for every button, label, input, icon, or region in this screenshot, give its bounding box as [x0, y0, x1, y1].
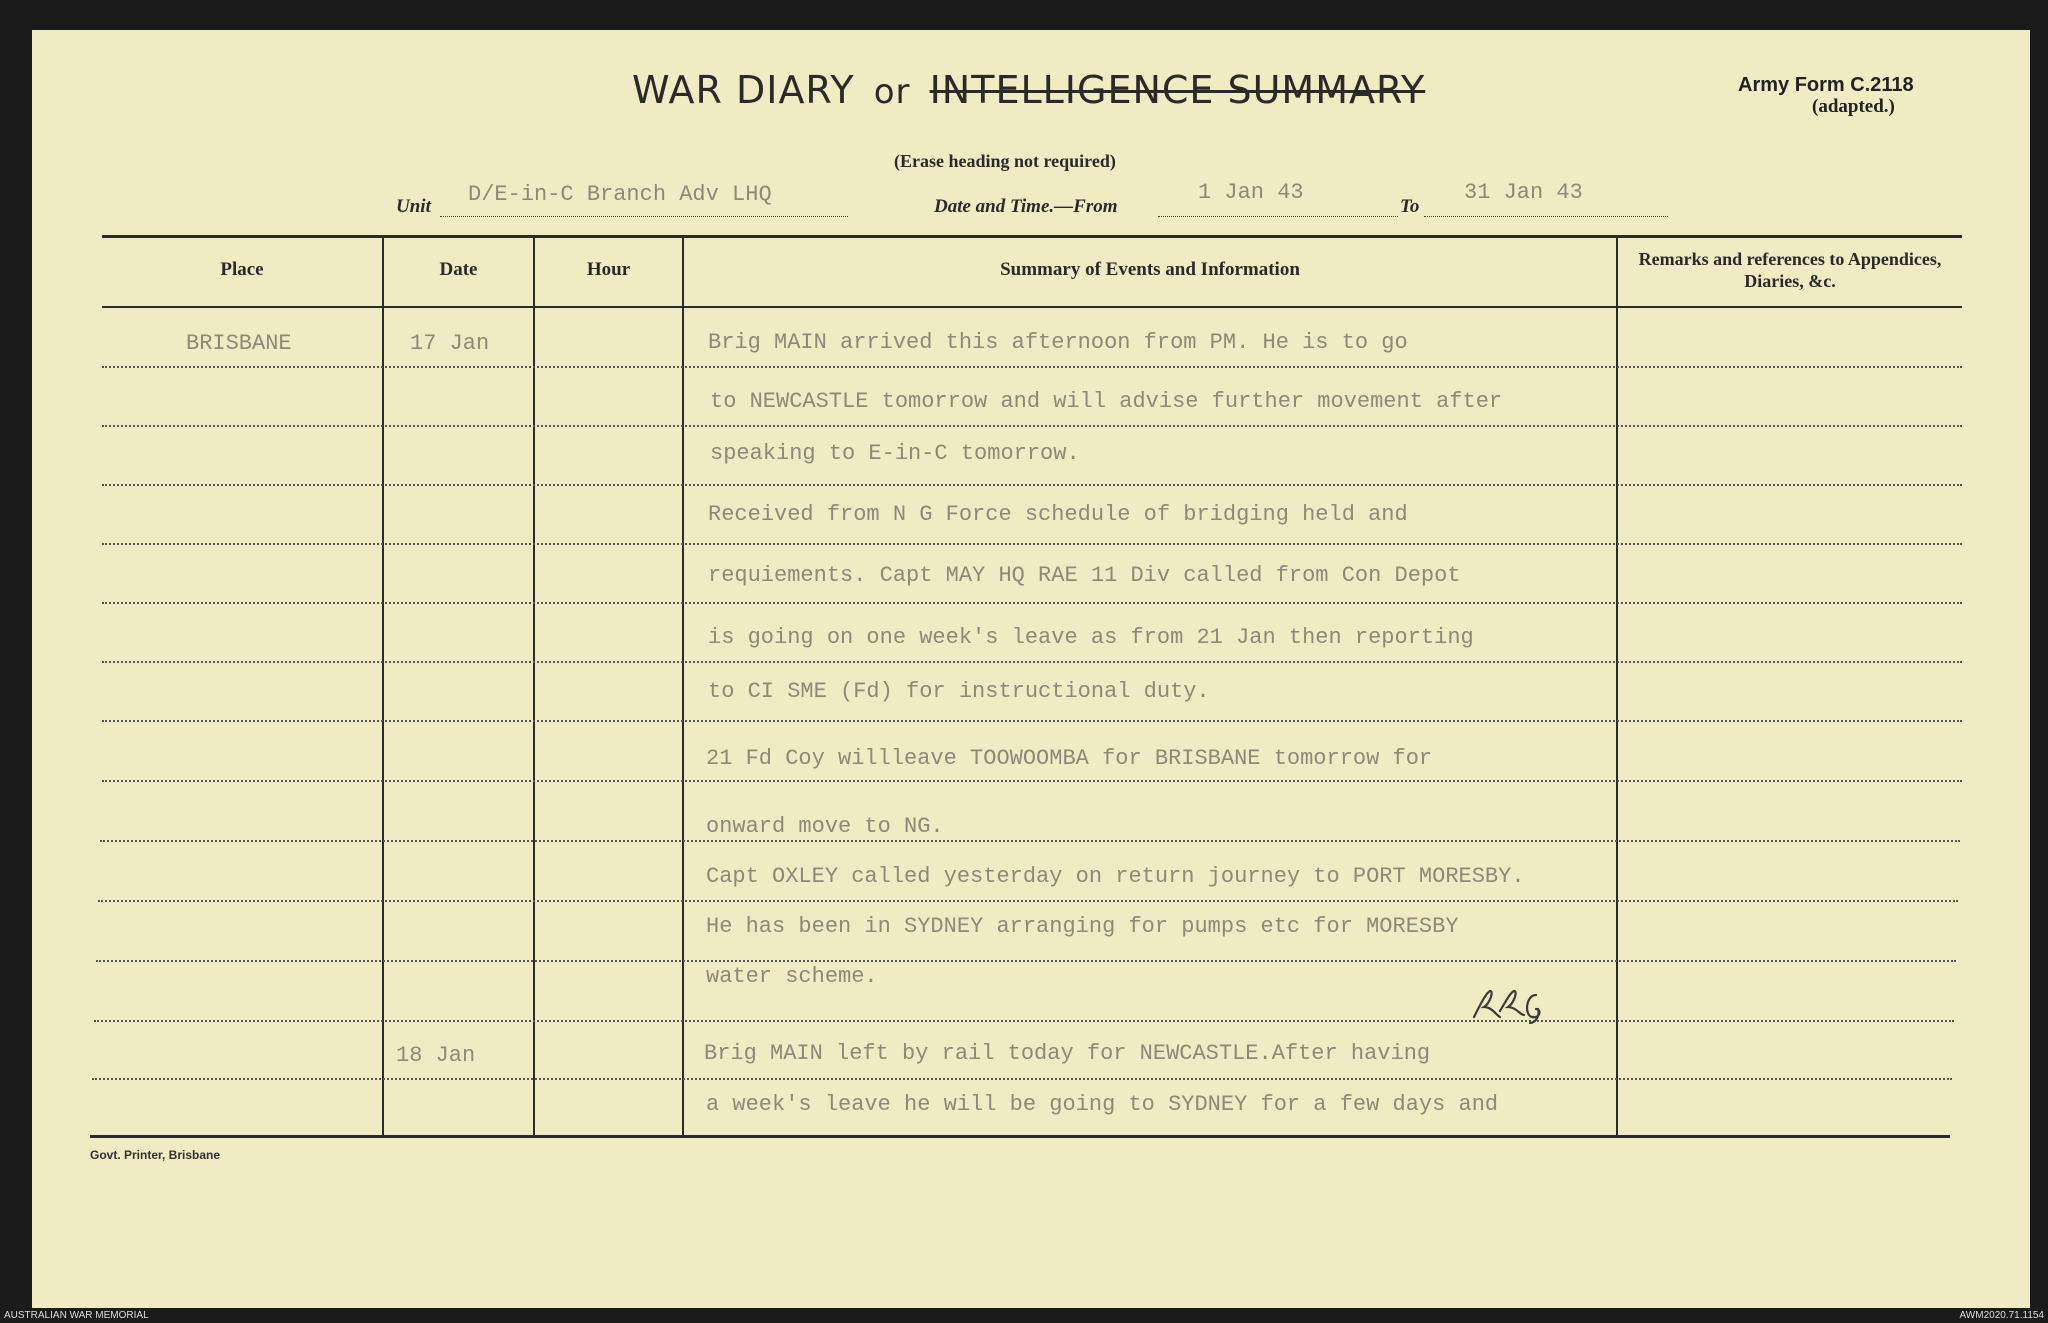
title-war-diary: WAR DIARY	[632, 68, 855, 112]
form-adapted: (adapted.)	[1812, 96, 1895, 117]
unit-value: D/E-in-C Branch Adv LHQ	[468, 182, 772, 207]
header-hour: Hour	[586, 259, 631, 280]
summary-line: Received from N G Force schedule of bridging held and	[708, 502, 1408, 527]
title-or: or	[873, 72, 911, 112]
summary-line: a week's leave he will be going to SYDNEY for a few days and	[706, 1092, 1499, 1117]
form-number: Army Form C.2118	[1738, 74, 1914, 96]
column-divider-hour	[682, 235, 684, 1135]
ruled-line	[102, 425, 1962, 427]
date-to-value: 31 Jan 43	[1464, 180, 1583, 205]
footer-accession: AWM2020.71.1154	[1959, 1310, 2044, 1321]
ruled-line	[98, 900, 1958, 902]
entry-place: BRISBANE	[186, 331, 292, 356]
summary-line: Brig MAIN arrived this afternoon from PM. He is to go	[708, 330, 1408, 355]
ruled-line	[96, 960, 1956, 962]
ruled-line	[102, 543, 1962, 545]
summary-line: requiements. Capt MAY HQ RAE 11 Div called from Con Depot	[708, 563, 1461, 588]
summary-line: Brig MAIN left by rail today for NEWCASTLE.After having	[704, 1041, 1431, 1066]
footer-institution: AUSTRALIAN WAR MEMORIAL	[4, 1310, 149, 1321]
ruled-line	[94, 1020, 1954, 1022]
column-divider-summary	[1616, 235, 1618, 1135]
summary-line: to NEWCASTLE tomorrow and will advise further movement after	[710, 389, 1503, 414]
table-bottom-rule	[90, 1135, 1950, 1138]
ruled-line	[100, 840, 1960, 842]
summary-line: to CI SME (Fd) for instructional duty.	[708, 679, 1210, 704]
entry-date-17jan: 17 Jan	[410, 331, 490, 356]
column-divider-date	[533, 235, 535, 1135]
ruled-line	[102, 780, 1962, 782]
summary-line: 21 Fd Coy willleave TOOWOOMBA for BRISBANE tomorrow for	[706, 746, 1433, 771]
ruled-line	[102, 720, 1962, 722]
summary-line: speaking to E-in-C tomorrow.	[710, 441, 1080, 466]
title-intelligence-summary: INTELLIGENCE SUMMARY	[929, 68, 1426, 112]
ruled-line	[102, 484, 1962, 486]
header-place: Place	[220, 259, 264, 280]
unit-label: Unit	[396, 196, 431, 217]
header-remarks: Remarks and references to Appendices, Diaries, &c.	[1638, 249, 1942, 291]
summary-line: is going on one week's leave as from 21 Jan then reporting	[708, 625, 1474, 650]
summary-line: water scheme.	[706, 964, 878, 989]
summary-line: He has been in SYDNEY arranging for pumps etc for MORESBY	[706, 914, 1459, 939]
entry-date-18jan: 18 Jan	[396, 1043, 476, 1068]
form-title	[632, 68, 1425, 112]
header-date: Date	[439, 259, 478, 280]
summary-line: onward move to NG.	[706, 814, 944, 839]
table-top-rule	[102, 235, 1962, 238]
signature-initials	[1470, 985, 1560, 1030]
date-to-label: To	[1400, 196, 1420, 217]
ruled-line	[102, 366, 1962, 368]
summary-line: Capt OXLEY called yesterday on return journey to PORT MORESBY.	[706, 864, 1525, 889]
date-from-value: 1 Jan 43	[1198, 180, 1304, 205]
erase-note: (Erase heading not required)	[894, 151, 1116, 171]
column-divider-place	[382, 235, 384, 1135]
ruled-line	[92, 1078, 1952, 1080]
ruled-line	[102, 661, 1962, 663]
header-summary: Summary of Events and Information	[1000, 259, 1300, 280]
ruled-line	[102, 602, 1962, 604]
table-header-rule	[102, 306, 1962, 308]
printer-credit: Govt. Printer, Brisbane	[90, 1148, 221, 1162]
date-from-label: Date and Time.—From	[934, 196, 1118, 217]
